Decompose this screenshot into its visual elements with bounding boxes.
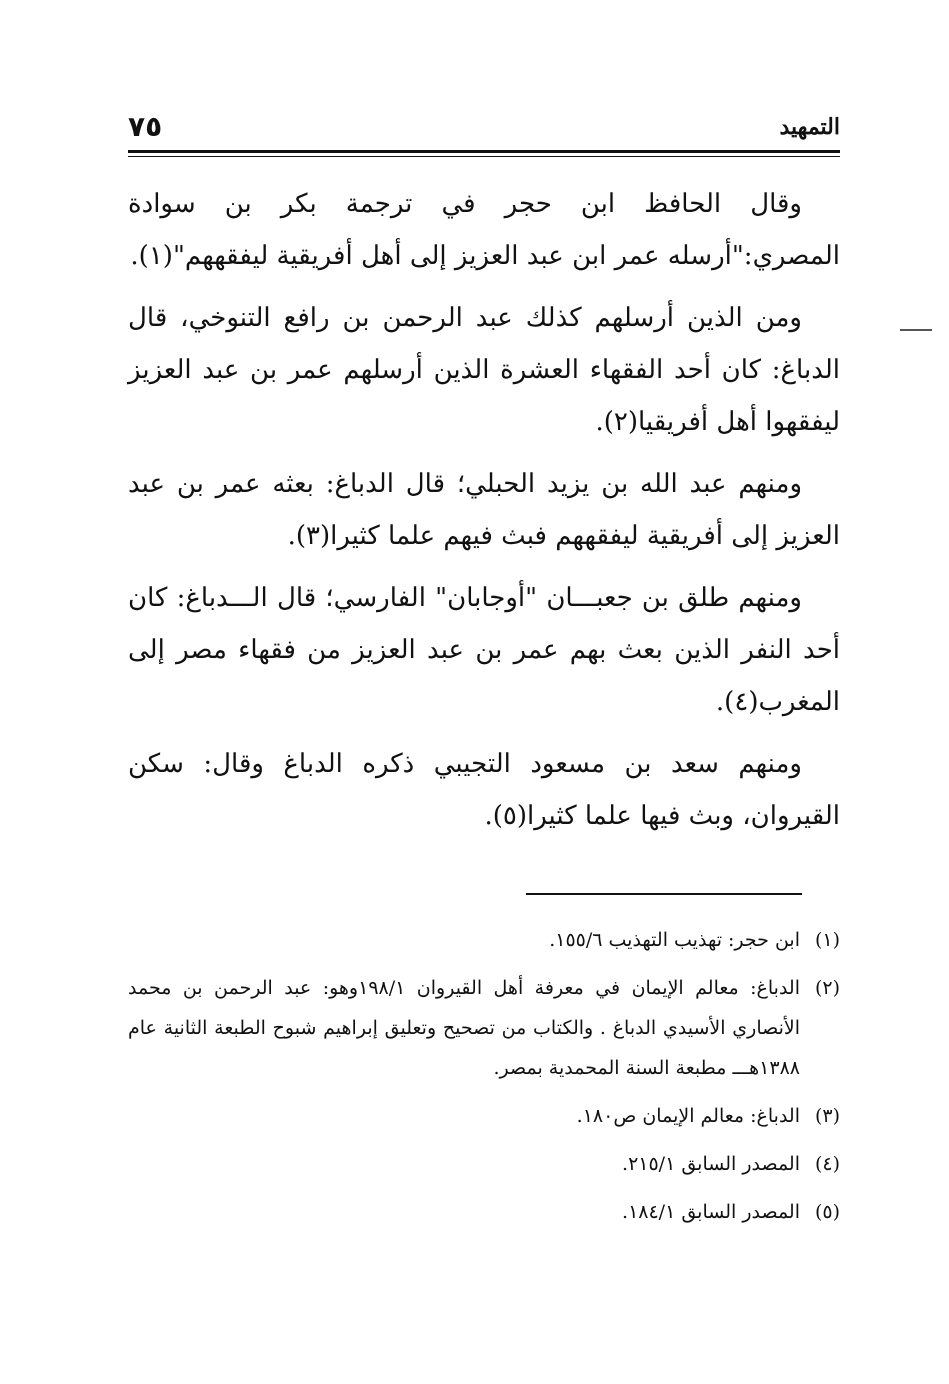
footnote-1 — [128, 920, 840, 960]
paragraph-5: ومنهم سعد بن مسعود التجيبي ذكره الدباغ وقال: سكن القيروان، وبث فيها علما كثيرا(٥). — [128, 749, 840, 831]
footnote-3 — [128, 1096, 840, 1136]
footnotes — [128, 920, 840, 1240]
page-header — [128, 110, 840, 150]
margin-mark — [900, 329, 932, 331]
footnote-separator — [526, 893, 802, 895]
paragraph-2: ومن الذين أرسلهم كذلك عبد الرحمن بن رافع التنوخي، قال الدباغ: كان أحد الفقهاء العشرة الذين أرسلهم عمر بن عبد العزيز ليفقهوا أهل أفريقيا(٢). — [128, 303, 840, 437]
body-text — [128, 178, 840, 852]
footnote-text: المصدر السابق ٢١٥/١. — [622, 1153, 800, 1175]
footnote-text: الدباغ: معالم الإيمان في معرفة أهل القيروان ١٩٨/١وهو: عبد الرحمن بن محمد الأنصاري الأسيدي الدباغ . والكتاب من تصحيح وتعليق إبراهيم شبوح الطبعة الثانية عام ١٣٨٨هـــ مطبعة السنة المحمدية بمصر. — [128, 977, 800, 1079]
footnote-5 — [128, 1192, 840, 1232]
footnote-text: ابن حجر: تهذيب التهذيب ١٥٥/٦. — [549, 929, 800, 951]
header-rule-thick — [128, 150, 840, 153]
page-number: ٧٥ — [128, 110, 163, 143]
paragraph-3: ومنهم عبد الله بن يزيد الحبلي؛ قال الدباغ: بعثه عمر بن عبد العزيز إلى أفريقية ليفقههم فبث فيهم علما كثيرا(٣). — [128, 469, 840, 551]
footnote-number: (٣) — [814, 1105, 840, 1127]
paragraph-4: ومنهم طلق بن جعبـــان "أوجابان" الفارسي؛ قال الـــدباغ: كان أحد النفر الذين بعث بهم عمر بن عبد العزيز من فقهاء مصر إلى المغرب(٤). — [128, 583, 840, 717]
paragraph-1: وقال الحافظ ابن حجر في ترجمة بكر بن سوادة المصري:"أرسله عمر ابن عبد العزيز إلى أهل أفريقية ليفقههم"(١). — [128, 189, 840, 271]
footnote-number: (٢) — [814, 977, 840, 999]
footnote-4 — [128, 1144, 840, 1184]
running-title: التمهيد — [779, 114, 840, 140]
footnote-text: المصدر السابق ١٨٤/١. — [622, 1201, 800, 1223]
footnote-text: الدباغ: معالم الإيمان ص١٨٠. — [576, 1105, 800, 1127]
footnote-2 — [128, 968, 840, 1088]
header-rule-thin — [128, 156, 840, 157]
footnote-number: (٥) — [814, 1201, 840, 1223]
footnote-number: (١) — [814, 929, 840, 951]
footnote-number: (٤) — [814, 1153, 840, 1175]
